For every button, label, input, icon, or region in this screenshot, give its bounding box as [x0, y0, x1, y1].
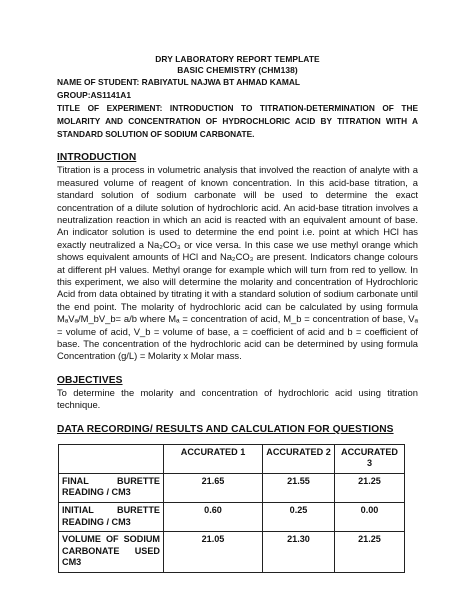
column-header: ACCURATED 1 [164, 444, 263, 473]
table-cell: 21.25 [335, 473, 405, 502]
introduction-heading: INTRODUCTION [57, 152, 137, 164]
student-name: NAME OF STUDENT: RABIYATUL NAJWA BT AHMAD KAMAL [57, 77, 301, 87]
table-cell: 21.30 [263, 532, 335, 573]
table-cell: 21.25 [335, 532, 405, 573]
table-header-row [59, 444, 405, 473]
data-recording-heading: DATA RECORDING/ RESULTS AND CALCULATION FOR QUESTIONS [57, 423, 394, 435]
table-row [59, 503, 405, 532]
column-header: ACCURATED 2 [263, 444, 335, 473]
introduction-text: Titration is a process in volumetric analysis that involved the reaction of analyte with a measured volume of reagent of known concentration. In this acid-base titration, a standard solution of sodium carbonate will be used to determine the exact concentration of a dilute solution of hydrochloric acid. An acid-base titration involves a neutralization reaction in which an acid is reacted with an equivalent amount of base. An indicator solution is used to determine the end point i.e. point at which HCl has exactly neutralized a Na₂CO₃ or vice versa. In this case we use methyl orange which shows equivalent amounts of HCl and Na₂CO₃ are present. Indicators change colours at different pH values. Methyl orange for example which will turn from red to yellow. In this experiment, we also will determine the molarity and concentration of Hydrochloric Acid from data obtained by titrating it with a standard solution of sodium carbonate until the end point. The molarity of hydrochloric acid can be calculated by using formula MₐVₐ/M_bV_b= a/b where Mₐ = concentration of acid, M_b = concentration of base, Vₐ = volume of acid, V_b = volume of base, a = coefficient of acid and b = coefficient of base. The concentration of the hydrochloric acid can be determined by using formula Concentration (g/L) = Molarity x Molar mass. [57, 164, 418, 362]
row-label: INITIAL BURETTE READING / CM3 [59, 503, 164, 532]
experiment-title: TITLE OF EXPERIMENT: INTRODUCTION TO TITRATION-DETERMINATION OF THE MOLARITY AND CONCENTRATION OF HYDROCHLORIC ACID BY TITRATION WITH A STANDARD SOLUTION OF SODIUM CARBONATE. [57, 103, 418, 139]
table-row [59, 473, 405, 502]
titration-data-table [58, 444, 405, 573]
report-template-title: DRY LABORATORY REPORT TEMPLATE [155, 54, 320, 64]
row-label: VOLUME OF SODIUM CARBONATE USED CM3 [59, 532, 164, 573]
table-cell: 0.25 [263, 503, 335, 532]
table-cell: 21.05 [164, 532, 263, 573]
table-cell: 21.65 [164, 473, 263, 502]
table-corner-cell [59, 444, 164, 473]
column-header: ACCURATED 3 [335, 444, 405, 473]
table-cell: 21.55 [263, 473, 335, 502]
course-code: BASIC CHEMISTRY (CHM138) [177, 65, 298, 75]
table-cell: 0.60 [164, 503, 263, 532]
row-label: FINAL BURETTE READING / CM3 [59, 473, 164, 502]
objectives-heading: OBJECTIVES [57, 374, 123, 386]
table-cell: 0.00 [335, 503, 405, 532]
group-code: GROUP:AS1141A1 [57, 90, 132, 100]
objectives-text: To determine the molarity and concentration of hydrochloric acid using titration technique. [57, 386, 418, 411]
table-row [59, 532, 405, 573]
